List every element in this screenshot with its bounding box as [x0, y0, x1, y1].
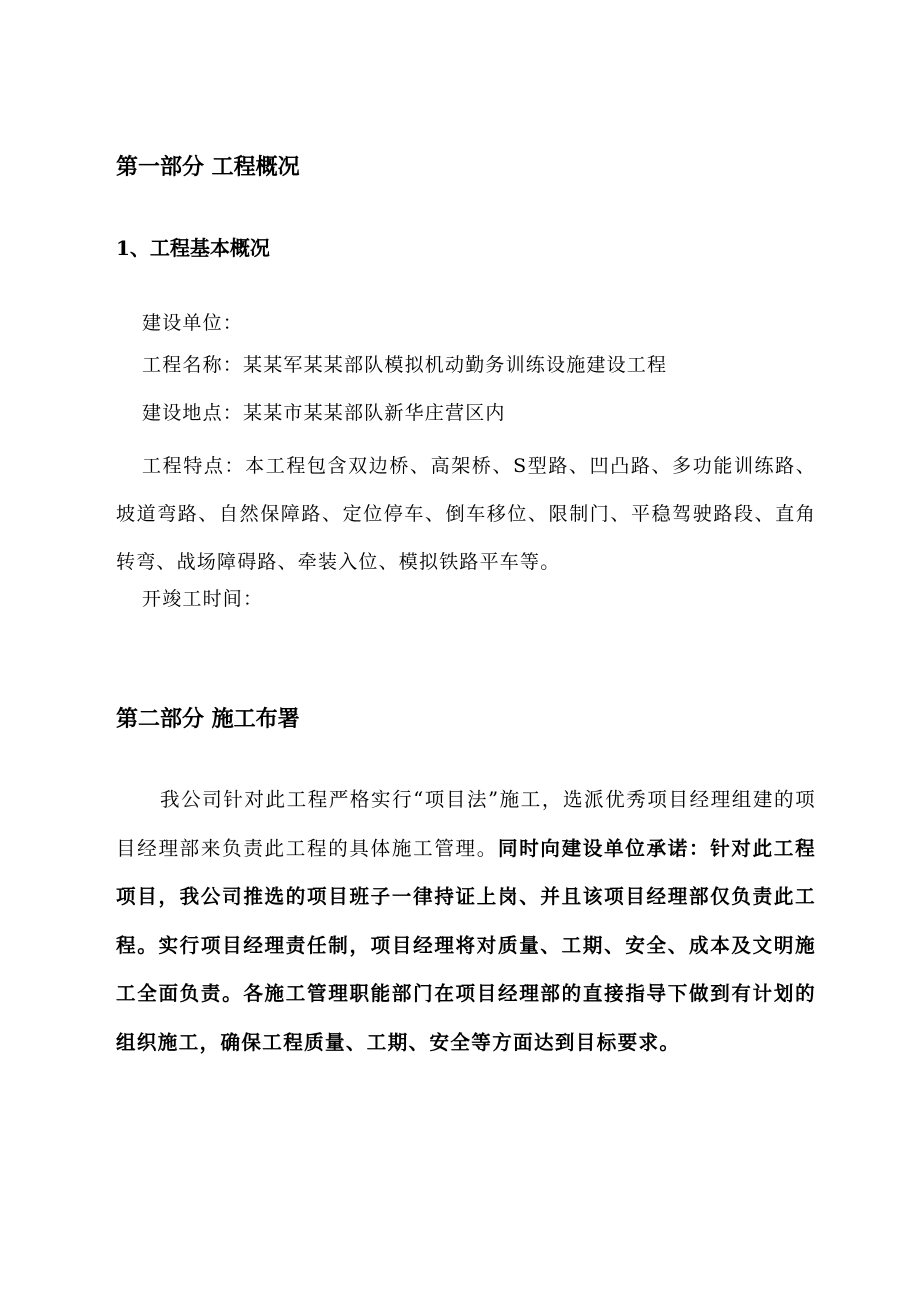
schedule-line: 开竣工时间：	[142, 588, 264, 610]
project-name-line: 工程名称：某某军某某部队模拟机动勤务训练设施建设工程	[142, 354, 668, 376]
deployment-text-bold: 同时向建设单位承诺：针对此工程项目，我公司推选的项目班子一律持证上岗、并且该项目经理部仅负责此工程。实行项目经理责任制，项目经理将对质量、工期、安全、成本及文明施工全面负责。各施工管理职能部门在项目经理部的直接指导下做到有计划的组织施工，确保工程质量、工期、安全等方面达到目标要求。	[116, 836, 816, 1054]
section1-heading: 1、工程基本概况	[116, 236, 270, 260]
deployment-text-normal: 我公司针对此工程严格实行“项目法”施工，选派优秀项目经理组建的项目经理部来负责此工程的具体施工管理。	[116, 788, 816, 860]
construction-unit-line: 建设单位：	[142, 312, 244, 334]
location-line: 建设地点：某某市某某部队新华庄营区内	[142, 402, 506, 424]
part2-heading: 第二部分 施工布署	[116, 706, 300, 732]
deployment-paragraph	[116, 776, 816, 1067]
features-paragraph: 工程特点：本工程包含双边桥、高架桥、S型路、凹凸路、多功能训练路、坡道弯路、自然保障路、定位停车、倒车移位、限制门、平稳驾驶路段、直角转弯、战场障碍路、牵装入位、模拟铁路平车等。	[116, 455, 816, 573]
part1-heading: 第一部分 工程概况	[116, 154, 300, 180]
